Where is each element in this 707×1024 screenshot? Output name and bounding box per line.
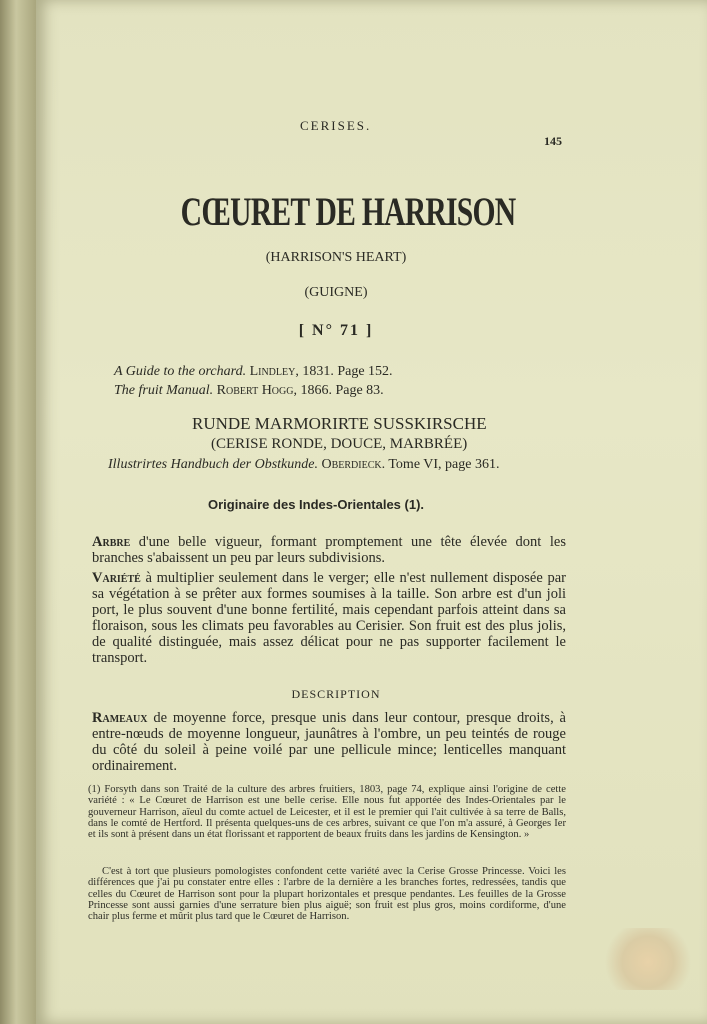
catalog-number: [ N° 71 ] bbox=[298, 322, 374, 339]
running-head: CERISES. bbox=[300, 118, 372, 133]
arbre-paragraph bbox=[92, 534, 566, 566]
reference-line bbox=[114, 364, 393, 380]
book-page bbox=[36, 0, 707, 1024]
section-heading: DESCRIPTION bbox=[291, 687, 381, 701]
paragraph-text: de moyenne force, presque unis dans leur contour, presque droits, à entre-nœuds de moyenne longueur, jaunâtres à l'ombre, un peu teintés de rouge du côté du soleil à peine voilé par une pellicule mince; lenticelles manquant ordinairement. bbox=[92, 710, 566, 774]
origin-line: Originaire des Indes-Orientales (1). bbox=[208, 497, 425, 512]
footnote: (1) Forsyth dans son Traité de la culture des arbres fruitiers, 1803, page 74, explique ainsi l'origine de cette variété : « Le Cœuret de Harrison est une belle cerise. Elle nous fut apportée des Indes-Orientales par le gouverneur Harrison, aïeul du comte actuel de Leicester, et il est le premier qui l'ait cultivée à sa terre de Balls, dans le comté de Hertford. Il présenta quelques-uns de ces arbres, suivant ce que l'on m'a assuré, à Georges Ier et ils sont à présent dans un état florissant et rapportent de beaux fruits dans les jardins de Kensington. » bbox=[88, 784, 566, 841]
synonym-title: RUNDE MARMORIRTE SUSSKIRSCHE bbox=[192, 414, 487, 433]
reference-details: , 1831. Page 152. bbox=[295, 364, 393, 379]
page-title: CŒURET DE HARRISON bbox=[180, 189, 516, 234]
library-stamp bbox=[602, 928, 694, 990]
fruit-type: (GUIGNE) bbox=[304, 285, 368, 300]
reference-details: , 1866. Page 83. bbox=[293, 383, 384, 398]
english-name: (HARRISON'S HEART) bbox=[265, 250, 407, 265]
synonym-reference bbox=[108, 457, 499, 473]
paragraph-label: Arbre bbox=[92, 534, 131, 550]
page-number: 145 bbox=[544, 134, 562, 148]
book-spine-edge bbox=[0, 0, 36, 1024]
paragraph-label: Rameaux bbox=[92, 710, 148, 726]
paragraph-text: d'une belle vigueur, formant promptement une tête élevée dont les branches s'abaissent un peu par leurs subdivisions. bbox=[92, 534, 566, 566]
paragraph-label: Variété bbox=[92, 570, 141, 586]
reference-details: . Tome VI, page 361. bbox=[381, 457, 500, 472]
reference-work: A Guide to the orchard. bbox=[114, 364, 247, 379]
reference-work: The fruit Manual. bbox=[114, 383, 214, 398]
reference-work: Illustrirtes Handbuch der Obstkunde. bbox=[108, 457, 318, 472]
paragraph-text: à multiplier seulement dans le verger; elle n'est nullement disposée par sa végétation à se prêter aux formes soumises à la taille. Son arbre est d'un joli port, le plus souvent d'une bonne fertilité, mais cependant parfois atteint dans sa floraison, sous les climats peu favorables au Cerisier. Son fruit est des plus jolis, de qualité distinguée, mais assez délicat pour ne pas supporter facilement le transport. bbox=[92, 570, 566, 666]
footnote-continuation: C'est à tort que plusieurs pomologistes confondent cette variété avec la Cerise Grosse Princesse. Voici les différences que j'ai pu constater entre elles : l'arbre de la dernière a les branches fortes, redressées, tandis que celles du Cœuret de Harrison sont pour la plupart horizontales et presque pendantes. Les feuilles de la Grosse Princesse sont aussi garnies d'une serrature bien plus aiguë; son fruit est plus gros, moins cordiforme, d'une chair plus ferme et mûrit plus tard que le Cœuret de Harrison. bbox=[88, 866, 566, 923]
synonym-translation: (CERISE RONDE, DOUCE, MARBRÉE) bbox=[211, 436, 468, 452]
reference-author: Robert Hogg bbox=[216, 383, 294, 398]
reference-author: Lindley bbox=[249, 364, 296, 379]
reference-author: Oberdieck bbox=[321, 457, 382, 472]
variete-paragraph bbox=[92, 570, 566, 666]
rameaux-paragraph bbox=[92, 710, 566, 774]
reference-line bbox=[114, 383, 384, 399]
